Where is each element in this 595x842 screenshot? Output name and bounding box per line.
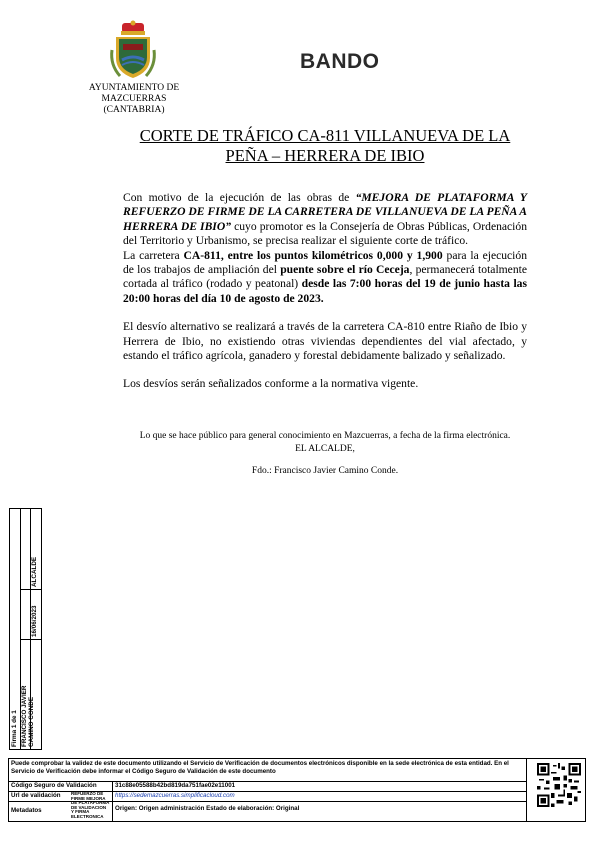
document-heading: BANDO [300,50,380,73]
signer-role: EL ALCALDE, [295,443,355,454]
signature-block [9,508,42,750]
municipal-crest-icon [110,20,156,82]
verification-notice: Puede comprobar la validez de este documento utilizando el Servicio de Verificación de documentos electrónicos disponible en la sede electrónica de esta entidad. En el Servicio de Verificación debe informar el Código Seguro de Validación de este documento [11,760,509,775]
validation-url[interactable]: https://sedemazcuerras.simplificacloud.com [115,792,235,799]
paragraph-closure: La carretera CA-811, entre los puntos kilométricos 0,000 y 1,900 para la ejecución de los trabajos de ampliación del puente sobre el río Ceceja, permanecerá totalmente cortada al tráfico (rodado y peatonal) desde las 7:00 horas del 19 de junio hasta las 20:00 horas del día 10 de agosto de 2023. [123,248,528,305]
signature-page: Firma 1 de 1 [11,710,18,747]
paragraph-signage: Los desvíos serán señalizados conforme a la normativa vigente. [123,377,419,391]
signer-name: FRANCISCO JAVIER CAMINO CONDE [21,685,35,747]
signed-by: Fdo.: Francisco Javier Camino Conde. [251,466,399,476]
signature-date: 16/06/2023 [31,605,38,637]
overlap-stamp: REFUERZO DE FIRME MEJORA DE PLATAFORMA DE VALIDACION Y FIRMA ELECTRONICA [69,791,113,801]
url-label: Url de validación [11,792,61,799]
metadata-value: Origen: Origen administración Estado de elaboración: Original [115,805,300,812]
csv-value: 31c88e05588b42bd819da751fae02e11001 [115,782,236,789]
qr-code-icon [537,763,581,807]
document-title: CORTE DE TRÁFICO CA-811 VILLANUEVA DE LA PEÑA – HERRERA DE IBIO [139,126,511,165]
paragraph-intro: Con motivo de la ejecución de las obras de “MEJORA DE PLATAFORMA Y REFUERZO DE FIRME DE LA CARRETERA DE VILLANUEVA DE LA PEÑA A HERRERA DE IBIO” cuyo promotor es la Consejería de Obras Públicas, Ordenación del Territorio y Urbanismo, se precisa realizar el siguiente corte de tráfico. [123,191,527,248]
document-body [123,191,527,392]
closing-text: Lo que se hace público para general conocimiento en Mazcuerras, a fecha de la firma electrónica. EL ALCALDE, [118,430,532,455]
csv-label: Código Seguro de Validación [9,781,113,791]
metadata-label: Metadatos [9,801,113,821]
paragraph-detour: El desvío alternativo se realizará a través de la carretera CA-810 entre Riaño de Ibio y Herrera de Ibio, no existiendo otras viviendas dependientes del vial afectado, y estando el tráfico agrícola, ganadero y forestal debidamente balizado y señalizado. [123,320,527,363]
verification-footer [8,758,586,822]
municipality-name: AYUNTAMIENTO DE MAZCUERRAS (CANTABRIA) [88,83,180,115]
signature-role: ALCALDE [31,556,38,587]
